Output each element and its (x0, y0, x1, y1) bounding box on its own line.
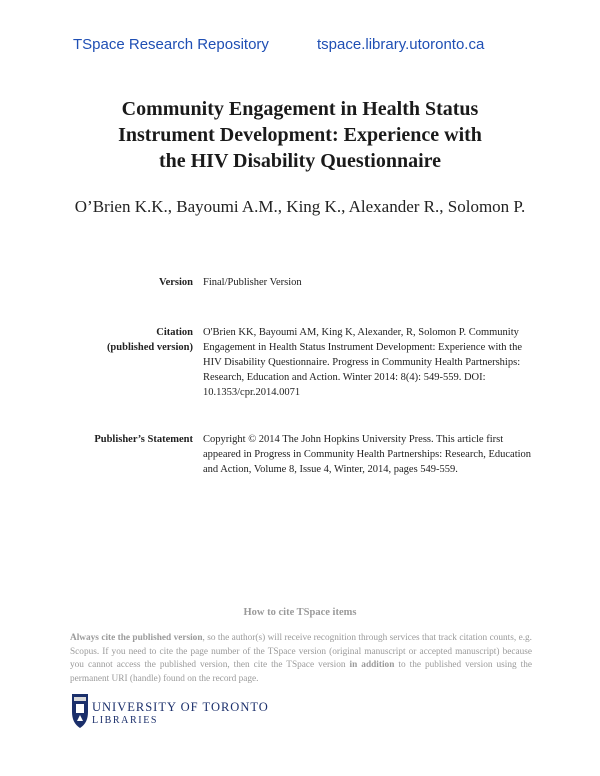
university-name: UNIVERSITY OF TORONTO (92, 700, 269, 714)
citation-value: O'Brien KK, Bayoumi AM, King K, Alexander, R, Solomon P. Community Engagement in Health Status Instrument Development: Experience with the HIV Disability Questionnaire. Progress in Community Health Partnerships: Research, Education and Action. Winter 2014: 8(4): 549-559. DOI: 10.1353/cpr.2014.0071 (203, 327, 522, 398)
uoft-libraries-logo (70, 690, 270, 736)
title-line: Instrument Development: Experience with (118, 124, 482, 146)
version-label: Version (158, 277, 193, 288)
version-value: Final/Publisher Version (203, 277, 302, 288)
citation-label (60, 325, 193, 355)
cite-emphasis: in addition (349, 660, 395, 670)
author-list: O’Brien K.K., Bayoumi A.M., King K., Alexander R., Solomon P. (74, 197, 526, 216)
how-to-cite-text (70, 632, 532, 686)
page-header (73, 36, 533, 56)
repository-url-link[interactable]: tspace.library.utoronto.ca (317, 36, 485, 53)
publisher-statement-label: Publisher’s Statement (94, 434, 193, 445)
title-line: the HIV Disability Questionnaire (158, 150, 442, 172)
cite-text: , so the author(s) will receive recognition through services that track citation counts, e.g. Scopus. If you need to cite the page number of the TSpace version (original manuscript or accepted manuscript) because you cannot access the published version, then cite the TSpace version (70, 633, 532, 670)
cite-emphasis: Always cite the published version (70, 633, 203, 643)
publisher-statement-value: Copyright © 2014 The John Hopkins University Press. This article first appeared in Progress in Community Health Partnerships: Research, Education and Action, Volume 8, Issue 4, Winter, 2014, pages 549-559. (203, 434, 532, 475)
cite-text: to the published version using the permanent URI (handle) found on the record page. (70, 660, 532, 684)
repository-name: TSpace Research Repository (73, 36, 269, 53)
title-line: Community Engagement in Health Status (121, 98, 479, 120)
how-to-cite-heading: How to cite TSpace items (243, 607, 357, 618)
libraries-name: LIBRARIES (92, 715, 159, 726)
citation-label-line: Citation (156, 327, 193, 338)
document-title (40, 96, 560, 174)
coat-of-arms-icon (70, 690, 90, 730)
citation-label-line: (published version) (106, 342, 193, 353)
